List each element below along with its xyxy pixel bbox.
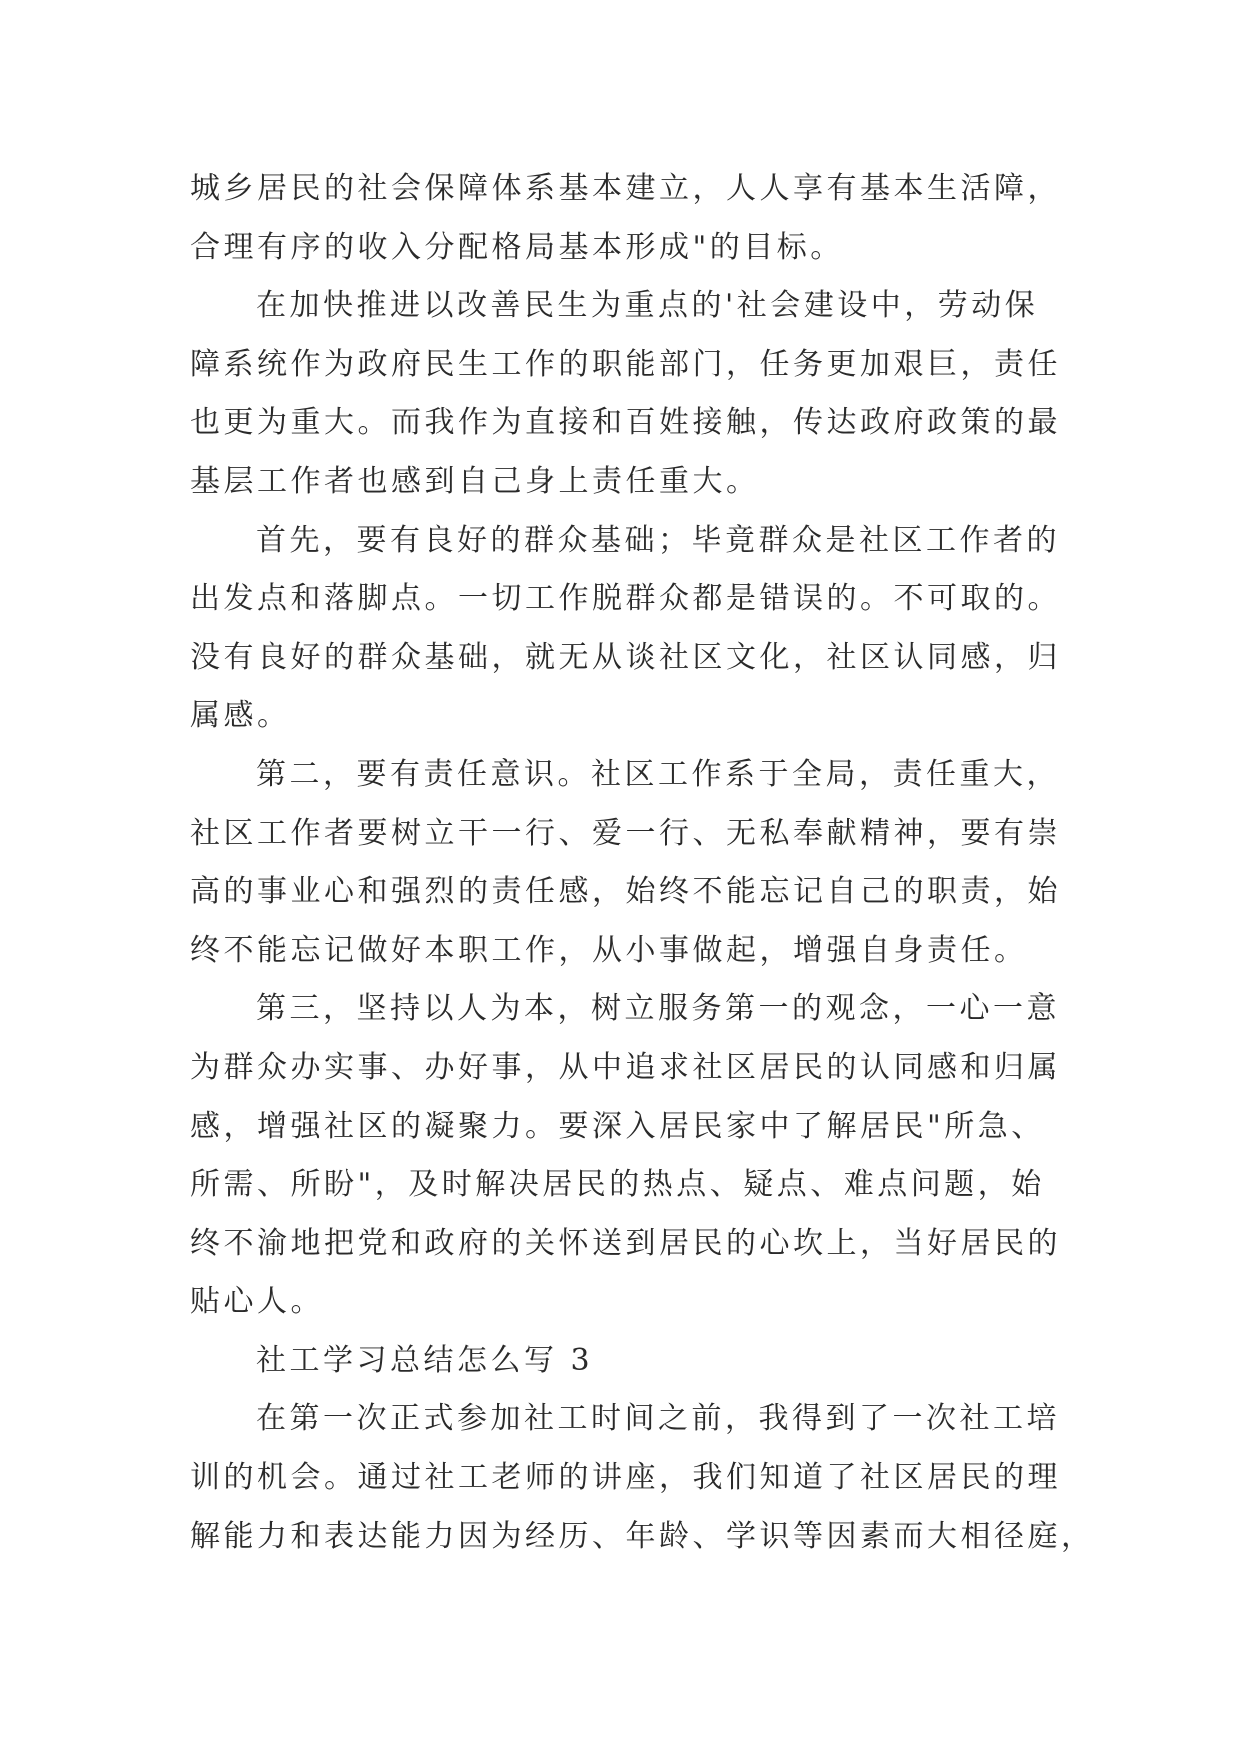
text-line: 出发点和落脚点。一切工作脱群众都是错误的。不可取的。: [190, 581, 1061, 617]
paragraph-start-line: 第三，坚持以人为本，树立服务第一的观念，一心一意: [256, 991, 1060, 1027]
text-line: 也更为重大。而我作为直接和百姓接触，传达政府政策的最: [190, 405, 1061, 441]
paragraph-start-line: 第二，要有责任意识。社区工作系于全局，责任重大，: [256, 756, 1060, 792]
text-line: 训的机会。通过社工老师的讲座，我们知道了社区居民的理: [190, 1460, 1061, 1496]
text-line: 障系统作为政府民生工作的职能部门，任务更加艰巨，责任: [190, 346, 1061, 382]
text-line: 城乡居民的社会保障体系基本建立，人人享有基本生活障，: [190, 171, 1061, 206]
section-heading: 社工学习总结怎么写 3: [256, 1342, 594, 1378]
document-body: [190, 160, 1095, 1566]
text-line: 基层工作者也感到自己身上责任重大。: [190, 463, 760, 499]
text-line: 为群众办实事、办好事，从中追求社区居民的认同感和归属: [190, 1049, 1061, 1085]
text-line: 高的事业心和强烈的责任感，始终不能忘记自己的职责，始: [190, 874, 1061, 910]
text-line: 终不能忘记做好本职工作，从小事做起，增强自身责任。: [190, 932, 1028, 968]
text-line: 所需、所盼"，及时解决居民的热点、疑点、难点问题，始: [190, 1167, 1045, 1203]
text-line: 解能力和表达能力因为经历、年龄、学识等因素而大相径庭，: [190, 1518, 1095, 1554]
paragraph-start-line: 在第一次正式参加社工时间之前，我得到了一次社工培: [256, 1401, 1060, 1437]
text-line: 终不渝地把党和政府的关怀送到居民的心坎上，当好居民的: [190, 1225, 1061, 1261]
text-line: 属感。: [190, 698, 291, 734]
paragraph-start-line: 在加快推进以改善民生为重点的'社会建设中，劳动保: [256, 288, 1039, 324]
text-line: 感，增强社区的凝聚力。要深入居民家中了解居民"所急、: [190, 1108, 1045, 1144]
text-line: 没有良好的群众基础，就无从谈社区文化，社区认同感，归: [190, 639, 1061, 675]
text-line: 贴心人。: [190, 1284, 324, 1320]
text-line: 社区工作者要树立干一行、爱一行、无私奉献精神，要有崇: [190, 815, 1061, 851]
text-line: 合理有序的收入分配格局基本形成"的目标。: [190, 229, 844, 265]
paragraph-start-line: 首先，要有良好的群众基础；毕竟群众是社区工作者的: [256, 522, 1060, 558]
